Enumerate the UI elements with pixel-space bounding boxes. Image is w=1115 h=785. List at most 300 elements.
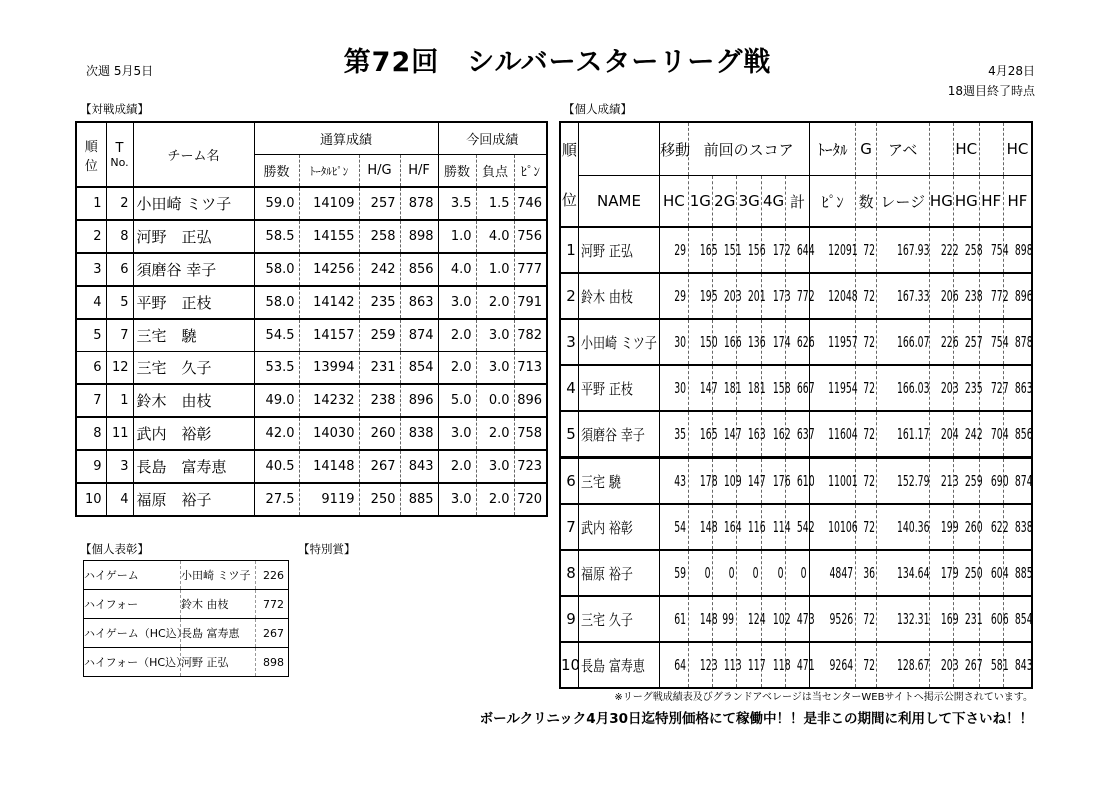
team-hg: 250 [359,483,400,516]
team-number: 6 [106,253,133,286]
player-hc-text: 64 [673,656,686,674]
player-total [809,550,856,596]
player-hc [660,550,688,596]
wins-header: 勝数 [254,155,299,188]
player-g1 [688,458,718,505]
player-total-text: 12048 [827,287,858,305]
player-total-text: 10106 [827,518,858,536]
player-hc-hf [979,227,1009,273]
team-current-losses: 3.0 [476,319,514,352]
team-name: 三宅 久子 [133,352,254,385]
player-hc-text: 30 [673,379,686,397]
team-results-table [75,121,548,517]
team-current-pins: 720 [514,483,547,516]
award-value: 898 [256,648,289,677]
award-name: ハイゲーム（HC込） [84,619,181,648]
player-g2-text: 181 [723,379,742,397]
player-hc-text: 29 [673,241,686,259]
player-total [809,319,856,365]
player-hf-text: 878 [1014,333,1033,351]
team-total-pins: 13994 [299,352,359,385]
player-hc-hg-text: 242 [964,425,983,443]
player-total-text: 11957 [827,333,858,351]
award-row [84,619,289,648]
team-current-losses: 2.0 [476,483,514,516]
team-number: 12 [106,352,133,385]
awards-section-label: 【個人表彰】 [80,542,149,556]
player-hg-text: 206 [940,287,959,305]
player-games-text: 72 [863,241,876,259]
team-rank: 5 [76,319,106,352]
player-games [856,458,876,505]
player-average-text: 167.93 [896,241,930,259]
team-rank: 7 [76,384,106,417]
report-date: 4月28日 [988,64,1035,78]
team-total-pins: 14232 [299,384,359,417]
player-name-text: 須磨谷 幸子 [580,425,645,444]
team-name: 小田崎 ミツ子 [133,187,254,220]
award-winner: 長島 富寿恵 [181,619,256,648]
player-g2-text: 166 [723,333,742,351]
player-hc-hf [979,550,1009,596]
player-name [578,365,659,411]
team-current-losses: 4.0 [476,220,514,253]
player-name-text: 鈴木 由枝 [580,287,633,306]
player-sum-text: 610 [797,472,815,490]
team-rank: 4 [76,286,106,319]
team-hg: 257 [359,187,400,220]
player-games-text: 72 [863,287,876,305]
player-hc-hf-text: 581 [990,656,1009,674]
award-row [84,561,289,590]
player-name [578,642,659,688]
team-current-pins: 777 [514,253,547,286]
hg-header: H/G [359,155,400,188]
team-row [76,319,547,352]
player-hf-text: 885 [1014,564,1033,582]
team-number: 4 [106,483,133,516]
team-number: 3 [106,450,133,483]
player-hc [660,227,688,273]
player-average [876,365,929,411]
player-games [856,227,876,273]
personal-results-table [559,121,1033,689]
team-name: 長島 富寿恵 [133,450,254,483]
player-games-text: 72 [863,518,876,536]
team-current-wins: 3.0 [438,483,476,516]
player-sum-text: 626 [797,333,815,351]
team-total-pins: 14148 [299,450,359,483]
player-g3-text: 163 [748,425,767,443]
player-hc [660,642,688,688]
player-hc-text: 59 [673,564,686,582]
player-g4-text: 158 [772,379,791,397]
player-hc-hg-text: 259 [964,472,983,490]
player-hc-hf-text: 606 [990,610,1009,628]
player-average [876,596,929,642]
current-losses-header: 負点 [476,155,514,188]
team-current-wins: 2.0 [438,450,476,483]
total-pins-header: ﾄｰﾀﾙﾋﾟﾝ [299,155,359,188]
personal-row [560,319,1032,365]
player-hc-hf [979,411,1009,458]
player-rank: 8 [560,550,578,596]
team-hf: 863 [400,286,438,319]
player-games-text: 72 [863,379,876,397]
team-current-wins: 1.0 [438,220,476,253]
team-hg: 242 [359,253,400,286]
team-current-losses: 2.0 [476,286,514,319]
player-total-text: 9264 [829,656,854,674]
player-g2-text: 109 [723,472,742,490]
team-current-wins: 2.0 [438,319,476,352]
hf-header: HF [1003,176,1032,228]
team-number: 5 [106,286,133,319]
team-section-label: 【対戦成績】 [80,102,149,116]
player-games [856,596,876,642]
team-hf: 856 [400,253,438,286]
hc-hf-header: HF [979,176,1003,228]
player-g3-text: 181 [748,379,767,397]
player-total [809,642,856,688]
player-rank: 6 [560,458,578,505]
player-g3-text: 124 [748,610,767,628]
player-rank: 4 [560,365,578,411]
hc-header-a: HC [954,122,979,176]
team-number: 1 [106,384,133,417]
player-g2-text: 147 [723,425,742,443]
team-hf: 854 [400,352,438,385]
page-title: 第72回 シルバースターリーグ戦 [343,47,772,78]
team-current-losses: 3.0 [476,352,514,385]
player-hg-text: 226 [940,333,959,351]
avg-header-b: レージ [876,176,929,228]
player-g1 [688,273,718,319]
award-value: 772 [256,590,289,619]
team-total-pins: 14109 [299,187,359,220]
team-rank: 1 [76,187,106,220]
player-hc-hf-text: 604 [990,564,1009,582]
team-rank: 6 [76,352,106,385]
team-current-losses: 3.0 [476,450,514,483]
player-hc-text: 43 [673,472,686,490]
player-g3-text: 201 [748,287,767,305]
team-row [76,352,547,385]
award-name: ハイフォー（HC込） [84,648,181,677]
team-row [76,286,547,319]
player-hc-text: 30 [673,333,686,351]
player-total [809,227,856,273]
player-hf-text: 874 [1014,472,1033,490]
player-average-text: 167.33 [896,287,930,305]
prev-score-header: 前回のスコア [688,122,809,176]
player-sum-text: 473 [797,610,815,628]
team-hf: 885 [400,483,438,516]
personal-section-label: 【個人成績】 [563,102,632,116]
special-award-label: 【特別賞】 [298,542,356,556]
player-games-text: 72 [863,656,876,674]
personal-row [560,642,1032,688]
player-games [856,365,876,411]
player-hc-hf [979,319,1009,365]
team-total-pins: 14155 [299,220,359,253]
player-hc-hg-text: 231 [964,610,983,628]
team-no-header: T No. [106,122,133,187]
player-rank: 10 [560,642,578,688]
total-header-a: ﾄｰﾀﾙ [809,122,856,176]
team-current-wins: 2.0 [438,352,476,385]
player-hc-hf [979,596,1009,642]
team-hg: 231 [359,352,400,385]
player-hc-hg-text: 250 [964,564,983,582]
current-wins-header: 勝数 [438,155,476,188]
player-hg [929,273,959,319]
personal-row [560,550,1032,596]
g4-header: 4G [761,176,785,228]
player-hg-text: 204 [940,425,959,443]
personal-row [560,227,1032,273]
player-g4-text: 173 [772,287,791,305]
player-average-text: 161.17 [896,425,930,443]
award-row [84,648,289,677]
player-games [856,273,876,319]
team-current-wins: 3.0 [438,417,476,450]
team-current-pins: 896 [514,384,547,417]
g1-header: 1G [688,176,712,228]
team-rank: 9 [76,450,106,483]
team-current-wins: 3.5 [438,187,476,220]
player-hc [660,504,688,550]
player-total-text: 11954 [827,379,858,397]
team-hg: 267 [359,450,400,483]
player-g2-text: 203 [723,287,742,305]
team-current-losses: 1.5 [476,187,514,220]
hc-hg-header: HG [954,176,979,228]
player-average-text: 134.64 [896,564,930,582]
promo-text: ボールクリニック4月30日迄特別価格にて稼働中！！是非この期間に利用して下さいね！！ [479,711,1033,727]
player-rank: 7 [560,504,578,550]
player-hc-text: 61 [673,610,686,628]
player-hc-hg-text: 267 [964,656,983,674]
player-total-text: 11001 [827,472,858,490]
player-hg [929,319,959,365]
award-value: 267 [256,619,289,648]
player-hc-hf-text: 754 [990,333,1009,351]
player-name [578,550,659,596]
player-hg-text: 203 [940,379,959,397]
awards-table [83,560,289,677]
player-g4-text: 114 [772,518,791,536]
player-average-text: 166.07 [896,333,930,351]
move-header: 移動 [660,122,688,176]
rank-header: 順 位 [76,122,106,187]
award-name: ハイフォー [84,590,181,619]
team-current-losses: 0.0 [476,384,514,417]
player-name [578,227,659,273]
hg-header: HG [929,176,953,228]
team-number: 8 [106,220,133,253]
player-g3 [737,596,767,642]
personal-row [560,365,1032,411]
player-games-text: 72 [863,610,876,628]
player-hg-text: 222 [940,241,959,259]
team-rank: 8 [76,417,106,450]
player-hc-hf-text: 772 [990,287,1009,305]
player-g1-text: 0 [704,564,711,582]
personal-row [560,504,1032,550]
player-g4-text: 0 [777,564,784,582]
team-wins: 42.0 [254,417,299,450]
player-g2-text: 99 [722,610,735,628]
team-hf: 874 [400,319,438,352]
footer-note: ※リーグ戦成績表及びグランドアベレージは当センターWEBサイトへ掲示公開されています。 [614,692,1033,703]
team-hg: 259 [359,319,400,352]
player-sum-text: 667 [797,379,815,397]
player-average-text: 140.36 [896,518,930,536]
team-current-pins: 723 [514,450,547,483]
player-g4 [761,550,785,596]
player-rank: 2 [560,273,578,319]
player-games-text: 72 [863,333,876,351]
player-games [856,550,876,596]
player-games-text: 72 [863,425,876,443]
team-row [76,483,547,516]
team-current-losses: 2.0 [476,417,514,450]
player-games [856,504,876,550]
player-name-text: 武内 裕彰 [580,518,633,537]
player-total [809,411,856,458]
player-hg-text: 179 [940,564,959,582]
team-hf: 838 [400,417,438,450]
player-g2-text: 151 [723,241,742,259]
g3-header: 3G [737,176,761,228]
current-header: 今回成績 [438,122,547,155]
team-current-pins: 758 [514,417,547,450]
player-hc-text: 54 [673,518,686,536]
team-total-pins: 14030 [299,417,359,450]
current-pins-header: ﾋﾟﾝ [514,155,547,188]
team-name: 福原 裕子 [133,483,254,516]
player-g1-text: 150 [699,333,718,351]
player-sum-text: 644 [797,241,815,259]
team-row [76,384,547,417]
team-name: 武内 裕彰 [133,417,254,450]
player-hc [660,458,688,505]
player-hc [660,411,688,458]
team-current-pins: 782 [514,319,547,352]
player-name [578,273,659,319]
player-games-text: 72 [863,472,876,490]
player-hf-text: 843 [1014,656,1033,674]
team-row [76,253,547,286]
team-current-pins: 713 [514,352,547,385]
player-g1 [688,550,712,596]
player-average [876,642,929,688]
player-hc-hg-text: 260 [964,518,983,536]
player-rank: 9 [560,596,578,642]
player-hg-text: 213 [940,472,959,490]
player-hc-hg-text: 235 [964,379,983,397]
player-g1 [688,227,718,273]
player-g2-text: 0 [728,564,735,582]
team-hf: 898 [400,220,438,253]
team-number: 7 [106,319,133,352]
player-average-text: 128.67 [896,656,930,674]
player-g1 [688,319,718,365]
player-g1-text: 147 [699,379,718,397]
team-hf: 843 [400,450,438,483]
player-g2-text: 113 [723,656,742,674]
team-hg: 260 [359,417,400,450]
hc-header: HC [660,176,688,228]
player-rank: 5 [560,411,578,458]
team-total-pins: 14256 [299,253,359,286]
player-hf-text: 854 [1014,610,1033,628]
hc-hf-header-blank [979,122,1003,176]
team-name: 鈴木 由枝 [133,384,254,417]
team-wins: 54.5 [254,319,299,352]
team-hf: 878 [400,187,438,220]
personal-row [560,458,1032,505]
player-g4-text: 174 [772,333,791,351]
name-header-blank [578,122,659,176]
team-wins: 58.5 [254,220,299,253]
team-row [76,417,547,450]
name-header: NAME [578,176,659,228]
player-hg [929,411,959,458]
player-hc-hf-text: 690 [990,472,1009,490]
team-wins: 59.0 [254,187,299,220]
week-status: 18週目終了時点 [947,84,1035,98]
team-current-pins: 791 [514,286,547,319]
player-total [809,365,856,411]
team-rank: 2 [76,220,106,253]
player-name-text: 三宅 驍 [580,472,621,491]
player-g4-text: 118 [772,656,791,674]
player-hc-hf [979,642,1009,688]
team-total-pins: 14157 [299,319,359,352]
player-g1-text: 165 [699,241,718,259]
next-week-date: 次週 5月5日 [86,64,154,78]
player-hg [929,550,959,596]
player-g1 [688,642,718,688]
hf-header: H/F [400,155,438,188]
player-g1-text: 148 [699,610,718,628]
player-hg [929,504,959,550]
player-total [809,596,856,642]
team-name: 河野 正弘 [133,220,254,253]
team-wins: 58.0 [254,253,299,286]
team-hg: 235 [359,286,400,319]
player-hf-text: 863 [1014,379,1033,397]
player-hg-text: 199 [940,518,959,536]
player-hg [929,365,959,411]
player-g1-text: 178 [699,472,718,490]
player-name-text: 福原 裕子 [580,564,633,583]
team-row [76,220,547,253]
player-hc-hf [979,365,1009,411]
player-name [578,504,659,550]
player-g1-text: 165 [699,425,718,443]
player-hf-text: 898 [1014,241,1033,259]
player-g1 [688,365,718,411]
player-g4-text: 172 [772,241,791,259]
player-g1-text: 123 [699,656,718,674]
player-games-text: 36 [863,564,876,582]
team-rank: 3 [76,253,106,286]
team-wins: 53.5 [254,352,299,385]
player-total [809,504,856,550]
